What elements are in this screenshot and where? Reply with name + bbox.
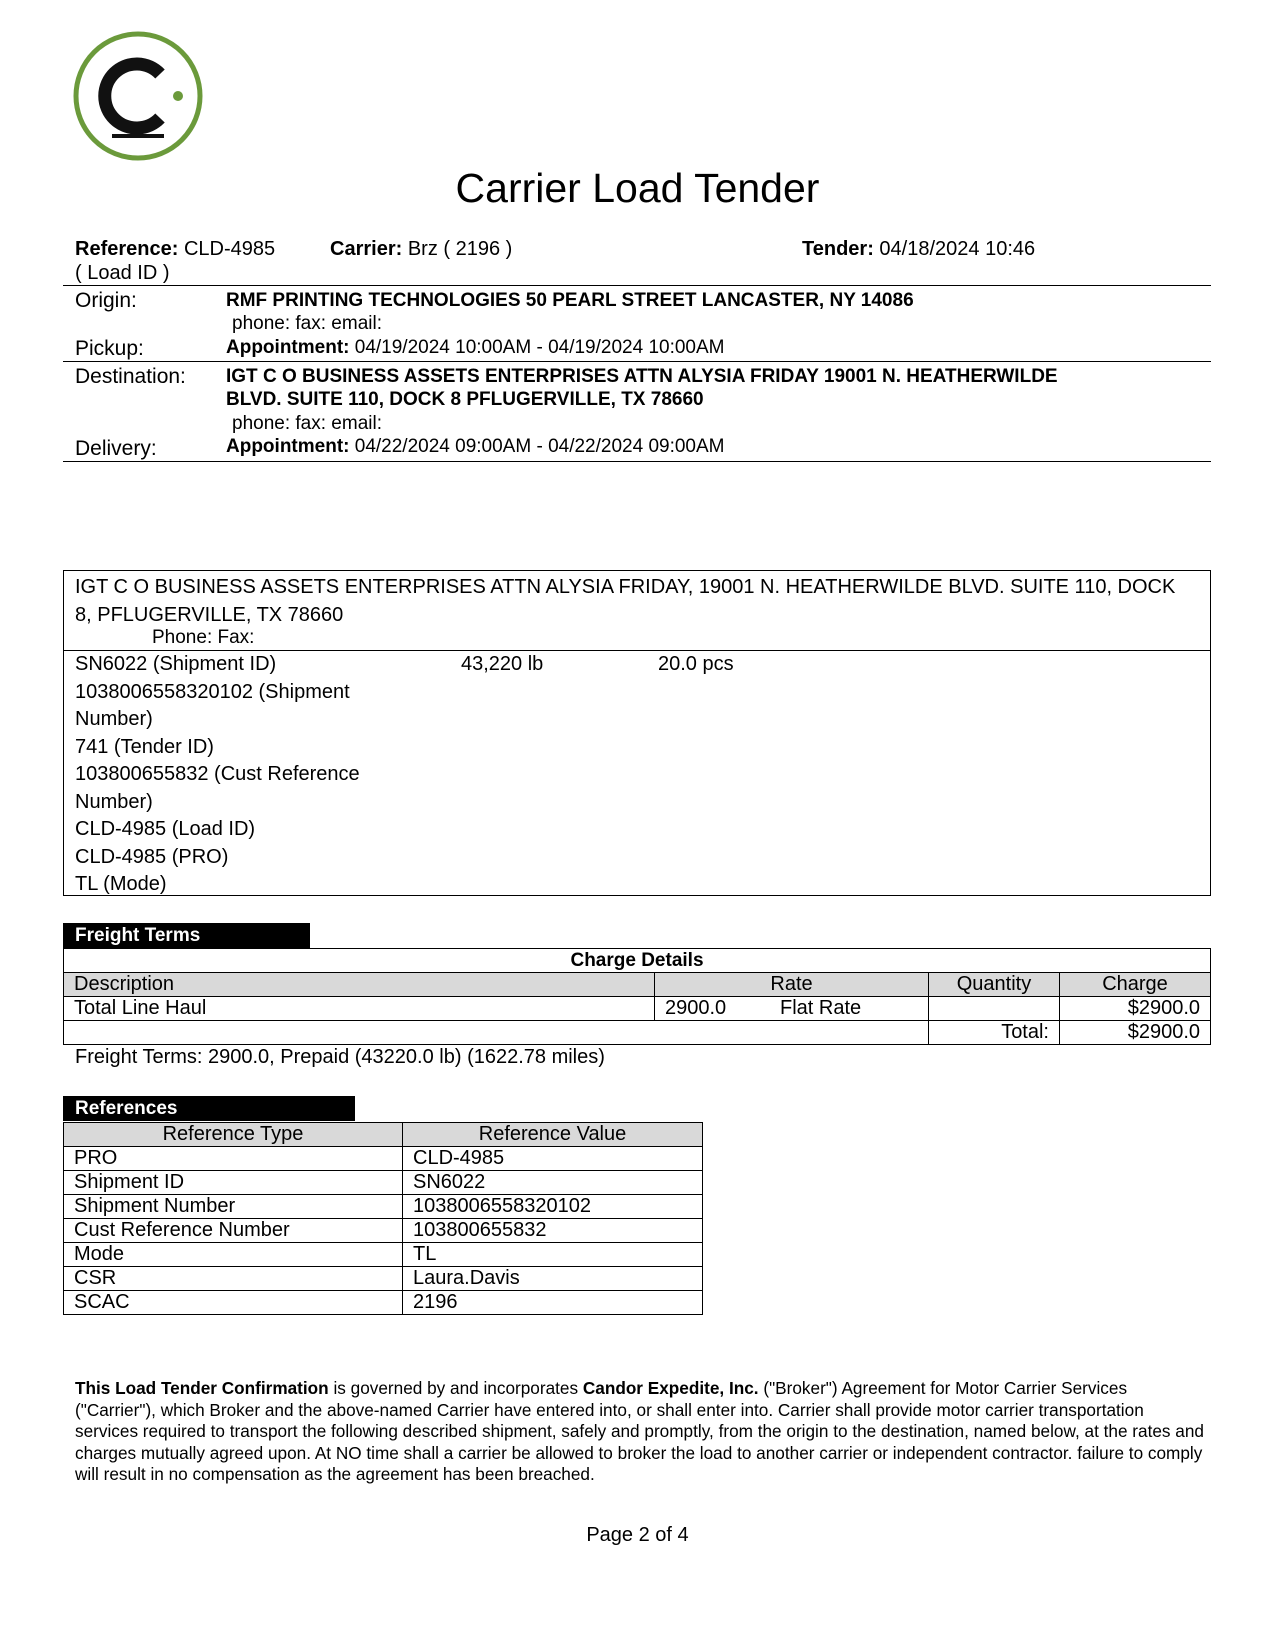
delivery-label: Delivery:: [75, 437, 157, 460]
reference-value: CLD-4985: [403, 1147, 703, 1171]
shipment-identifiers: [75, 651, 395, 899]
identifier-item: TL (Mode): [75, 873, 167, 895]
legal-text: is governed by and incorporates: [328, 1378, 583, 1398]
identifier-item: CLD-4985 (Load ID): [75, 818, 256, 840]
destination-address-line2: BLVD. SUITE 110, DOCK 8 PFLUGERVILLE, TX 78660: [226, 389, 704, 410]
legal-text: ("Broker") Agreement for Motor Carrier Services ("Carrier"), which Broker and the above-named Carrier have entered into, or shall enter into. Carrier shall provide motor carrier transportation services required to transport the following described shipment, safely and promptly, from the origin to the destination, named below, at the rates and charges mutually agreed upon. At NO time shall a carrier be allowed to broker the load to another carrier or independent contractor. failure to comply will result in no compensation as the agreement has been breached.: [75, 1378, 1204, 1484]
charge-description: Total Line Haul: [64, 997, 655, 1021]
table-row: [64, 1291, 703, 1315]
reference-type: CSR: [64, 1267, 403, 1291]
shipment-weight: 43,220 lb: [461, 653, 544, 675]
pickup-appointment: [226, 336, 725, 359]
column-header-description: Description: [64, 973, 655, 997]
charge-rate-type: Flat Rate: [770, 997, 929, 1021]
table-row: [64, 1147, 703, 1171]
reference-value: TL: [403, 1243, 703, 1267]
document-title: Carrier Load Tender: [455, 165, 820, 211]
table-row: [64, 1171, 703, 1195]
identifier-item: 1038006558320102 (Shipment Number): [75, 680, 350, 730]
divider: [63, 361, 1211, 362]
table-caption-row: [64, 949, 1211, 973]
reference-value: CLD-4985: [183, 238, 276, 260]
delivery-appointment-value: 04/22/2024 09:00AM - 04/22/2024 09:00AM: [354, 436, 725, 457]
charge-quantity: [929, 997, 1060, 1021]
reference-value: 1038006558320102: [403, 1195, 703, 1219]
company-logo: [72, 30, 204, 162]
identifier-item: SN6022 (Shipment ID): [75, 653, 277, 675]
table-row: [64, 997, 1211, 1021]
legal-bold-lead: This Load Tender Confirmation: [75, 1378, 329, 1398]
carrier-field: [330, 238, 512, 260]
column-header-reference-value: Reference Value: [403, 1123, 703, 1147]
stop-phone-fax: Phone: Fax:: [152, 627, 255, 648]
table-row: [64, 1243, 703, 1267]
pickup-appointment-value: 04/19/2024 10:00AM - 04/19/2024 10:00AM: [354, 337, 725, 358]
legal-notice: [75, 1378, 1205, 1486]
column-header-rate: Rate: [655, 973, 929, 997]
reference-type: PRO: [64, 1147, 403, 1171]
identifier-item: 741 (Tender ID): [75, 735, 214, 758]
divider: [63, 285, 1211, 286]
identifier-item: 103800655832 (Cust Reference Number): [75, 763, 360, 813]
origin-address: RMF PRINTING TECHNOLOGIES 50 PEARL STREET LANCASTER, NY 14086: [226, 290, 914, 311]
identifier-item: CLD-4985 (PRO): [75, 845, 229, 868]
reference-value: 2196: [403, 1291, 703, 1315]
carrier-value: Brz ( 2196 ): [407, 238, 513, 260]
reference-value: SN6022: [403, 1171, 703, 1195]
table-row: [64, 1267, 703, 1291]
charge-amount: $2900.0: [1060, 997, 1211, 1021]
stop-address: IGT C O BUSINESS ASSETS ENTERPRISES ATTN ALYSIA FRIDAY, 19001 N. HEATHERWILDE BLVD. SUITE 110, DOCK 8, PFLUGERVILLE, TX 78660: [75, 576, 1176, 626]
total-row: [64, 1021, 1211, 1045]
blank-cell: [64, 1021, 929, 1045]
destination-label: Destination:: [75, 365, 186, 388]
reference-type: Shipment Number: [64, 1195, 403, 1219]
freight-terms-header: Freight Terms: [63, 923, 310, 948]
destination-contact: phone: fax: email:: [232, 413, 382, 434]
total-label: Total:: [929, 1021, 1060, 1045]
reference-type: Shipment ID: [64, 1171, 403, 1195]
column-header-charge: Charge: [1060, 973, 1211, 997]
reference-value: Laura.Davis: [403, 1267, 703, 1291]
stop-details-box: [63, 570, 1211, 896]
reference-sub: ( Load ID ): [75, 262, 170, 284]
page-indicator: Page 2 of 4: [586, 1524, 689, 1546]
reference-type: Mode: [64, 1243, 403, 1267]
table-header-row: [64, 1123, 703, 1147]
column-header-quantity: Quantity: [929, 973, 1060, 997]
table-header-row: [64, 973, 1211, 997]
pickup-appointment-label: Appointment:: [226, 337, 350, 358]
reference-label: Reference:: [75, 238, 179, 260]
column-header-reference-type: Reference Type: [64, 1123, 403, 1147]
charge-details-caption: Charge Details: [64, 949, 1211, 973]
references-header: References: [63, 1096, 355, 1121]
delivery-appointment-label: Appointment:: [226, 436, 350, 457]
total-value: $2900.0: [1060, 1021, 1211, 1045]
origin-contact: phone: fax: email:: [232, 313, 382, 334]
table-row: [64, 1195, 703, 1219]
broker-name: Candor Expedite, Inc.: [582, 1378, 759, 1398]
origin-label: Origin:: [75, 289, 137, 312]
tender-field: [802, 238, 1035, 260]
charge-rate: 2900.0: [655, 997, 771, 1021]
references-table: [63, 1122, 703, 1315]
reference-field: [75, 238, 275, 260]
charge-details-table: [63, 948, 1211, 1045]
tender-value: 04/18/2024 10:46: [879, 238, 1036, 260]
delivery-appointment: [226, 435, 725, 458]
reference-type: SCAC: [64, 1291, 403, 1315]
freight-terms-summary: Freight Terms: 2900.0, Prepaid (43220.0 lb) (1622.78 miles): [75, 1046, 605, 1068]
shipment-pieces: 20.0 pcs: [658, 653, 734, 675]
divider: [63, 461, 1211, 462]
table-row: [64, 1219, 703, 1243]
pickup-label: Pickup:: [75, 337, 144, 360]
candor-c-logo-icon: [72, 30, 204, 162]
reference-value: 103800655832: [403, 1219, 703, 1243]
carrier-label: Carrier:: [330, 238, 403, 260]
tender-label: Tender:: [802, 238, 874, 260]
reference-type: Cust Reference Number: [64, 1219, 403, 1243]
destination-address-line1: IGT C O BUSINESS ASSETS ENTERPRISES ATTN ALYSIA FRIDAY 19001 N. HEATHERWILDE: [226, 366, 1058, 387]
